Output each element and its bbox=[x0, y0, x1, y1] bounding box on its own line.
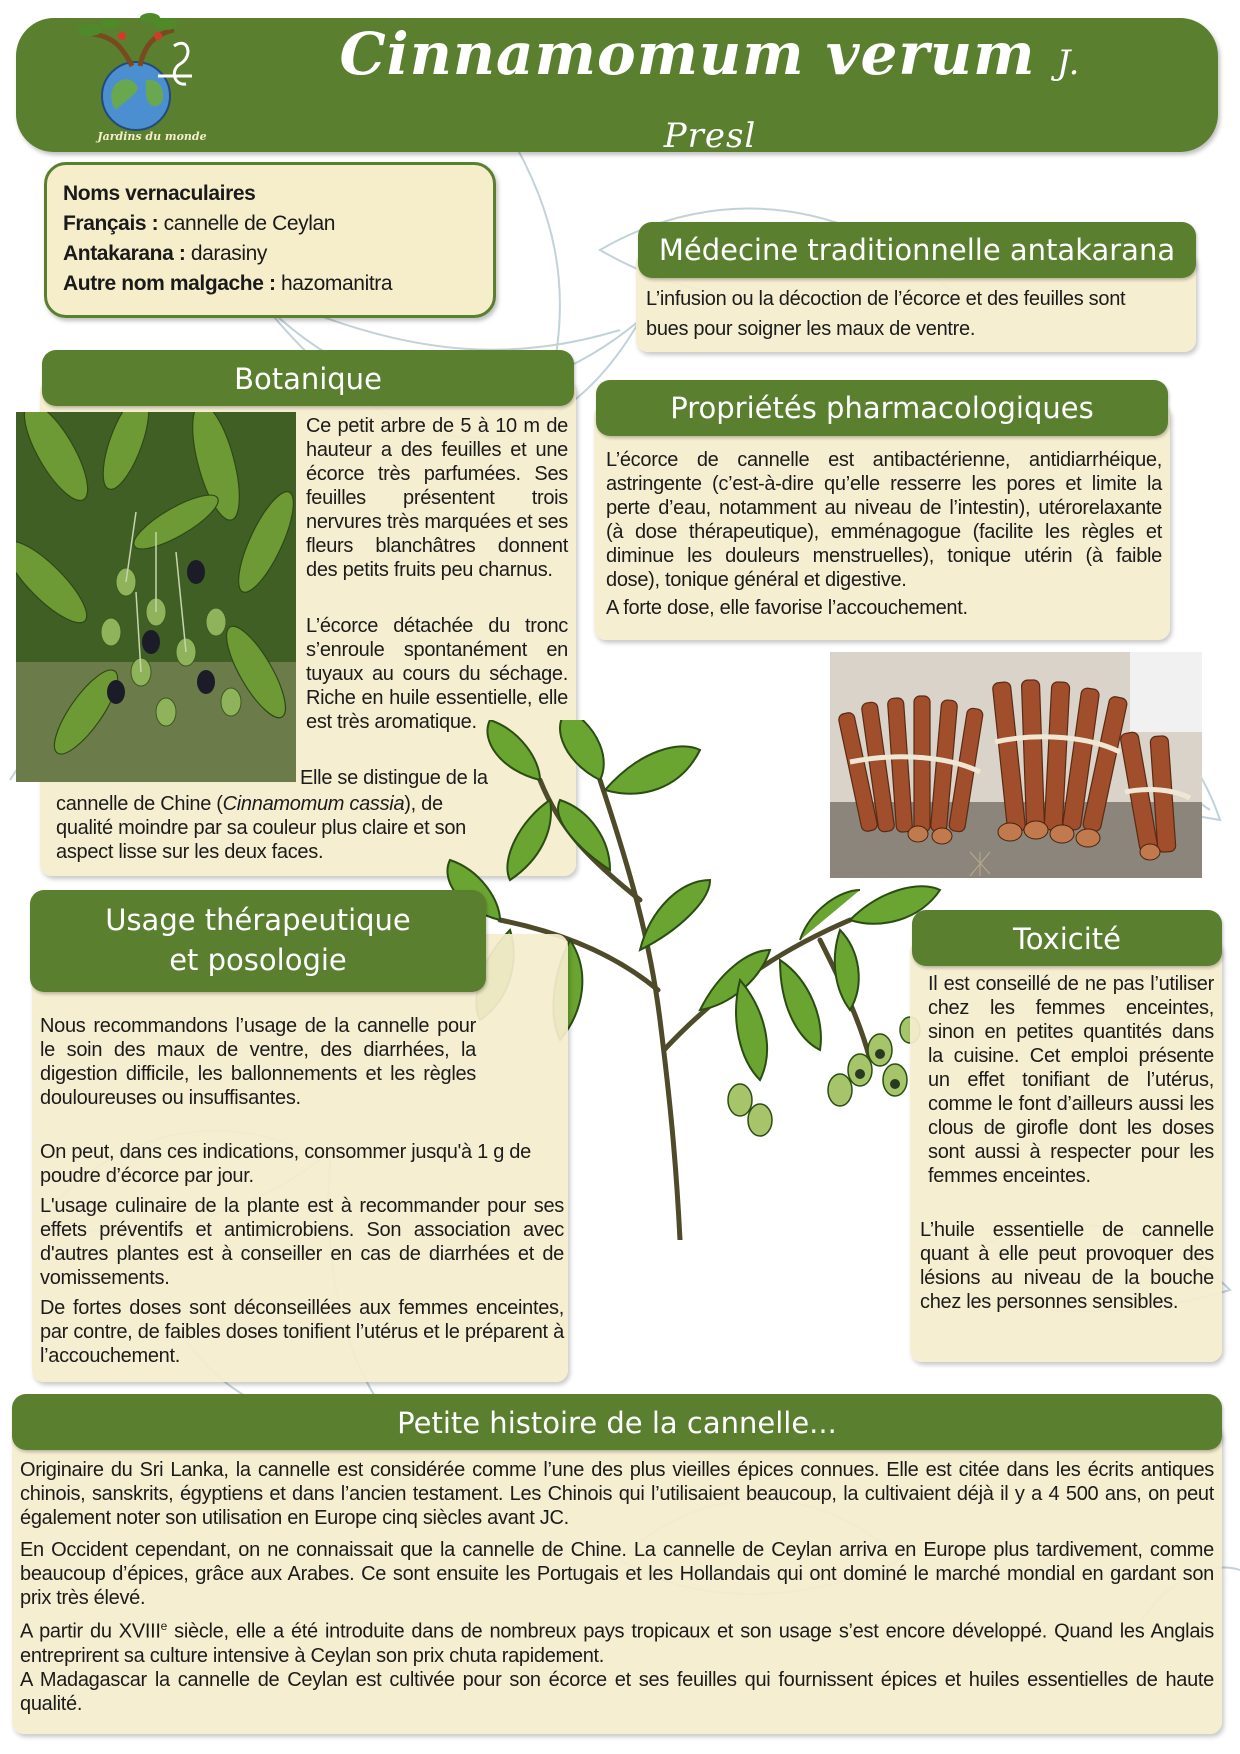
botanique-paragraph-2: L’écorce détachée du tronc s’enroule spontanément en tuyaux au cours du séchage. Riche en huile essentielle, elle est très aromatique. bbox=[306, 615, 568, 733]
histoire-paragraph-1: Originaire du Sri Lanka, la cannelle est considérée comme l’une des plus vieilles épices connues. Elle est citée dans les écrits antiques chinois, sanskrits, égyptiens et dans l’ancien testament. Les Chinois qui l’utilisaient beaucoup, la cultivaient déjà il y a 4 500 ans, on peut également noter son utilisation en Europe cinq siècles avant JC. bbox=[20, 1459, 1214, 1529]
toxicite-paragraph-2: L’huile essentielle de cannelle quant à elle peut provoquer des lésions au niveau de la bouche chez les personnes sensibles. bbox=[920, 1219, 1214, 1313]
histoire-paragraph-2: En Occident cependant, on ne connaissait que la cannelle de Chine. La cannelle de Ceylan arriva en Europe plus tardivement, comme beaucoup d’épices, grâce aux Arabes. Ce sont ensuite les Portugais et les Hollandais qui ont dominé le marché mondial en gardant son prix très élevé. bbox=[20, 1539, 1214, 1609]
french-name: cannelle de Ceylan bbox=[163, 212, 336, 235]
usage-paragraph-3: L'usage culinaire de la plante est à recommander pour ses effets préventifs et antimicrobiens. Son association avec d'autres plantes est à conseiller en cas de diarrhées et de vomissements. bbox=[40, 1195, 564, 1289]
botanique-paragraph-3a: Elle se distingue de la bbox=[300, 767, 488, 789]
cinnamon-plant-photo bbox=[16, 412, 296, 782]
botanique-title: Botanique bbox=[42, 350, 574, 406]
usage-title-line-1: Usage thérapeutique bbox=[105, 903, 411, 937]
botanique-paragraph-1: Ce petit arbre de 5 à 10 m de hauteur a des feuilles et une écorce très parfumées. Ses feuilles présentent trois nervures très marquées et ses fleurs blanchâtres donnent des petits fruits peu charnus. bbox=[306, 415, 568, 581]
usage-paragraph-2: On peut, dans ces indications, consommer jusqu'à 1 g de poudre d’écorce par jour. bbox=[40, 1141, 531, 1187]
species-author: J. Presl bbox=[663, 43, 1081, 156]
antakarana-name: darasiny bbox=[190, 242, 268, 265]
botanique-p3-italic: Cinnamomum cassia bbox=[222, 793, 405, 815]
usage-title bbox=[30, 890, 486, 992]
histoire-paragraph-3 bbox=[20, 1614, 1214, 1668]
histoire-p3-post: siècle, elle a été introduite dans de nombreux pays tropicaux et son usage s’est encore développé. Quand les Anglais entreprirent sa culture intensive à Ceylan son prix chuta rapidement. bbox=[20, 1620, 1214, 1667]
globe-logo-icon bbox=[62, 6, 212, 146]
malagasy-label: Autre nom malgache : bbox=[63, 272, 276, 295]
vernacular-names-box bbox=[44, 162, 496, 318]
histoire-paragraph-4: A Madagascar la cannelle de Ceylan est cultivée pour son écorce et ses feuilles qui fournissent épices et huiles essentielles de haute qualité. bbox=[20, 1669, 1214, 1715]
usage-paragraph-4: De fortes doses sont déconseillées aux femmes enceintes, par contre, de faibles doses tonifient l’utérus et le préparent à l’accouchement. bbox=[40, 1297, 564, 1367]
french-label: Français : bbox=[63, 212, 159, 235]
botanique-p3-pre: cannelle de Chine ( bbox=[56, 793, 223, 815]
histoire-p3-pre: A partir du XVIII bbox=[20, 1620, 161, 1643]
malagasy-name: hazomanitra bbox=[280, 272, 393, 295]
toxicite-title: Toxicité bbox=[912, 910, 1222, 966]
usage-paragraph-1: Nous recommandons l’usage de la cannelle pour le soin des maux de ventre, des diarrhées, la digestion difficile, les ballonnements et les règles douloureuses ou insuffisantes. bbox=[40, 1015, 476, 1109]
pharmaco-paragraph-1: L’écorce de cannelle est antibactérienne, antidiarrhéique, astringente (c’est-à-dire qu’elle resserre les pores et limite la perte d’eau, notamment au niveau de l’intestin), utérorelaxante (à dose thérapeutique), emménagogue (facilite les règles et diminue les douleurs menstruelles), tonique utérin (à faible dose), tonique général et digestive. bbox=[606, 449, 1162, 591]
pharmaco-title: Propriétés pharmacologiques bbox=[596, 380, 1168, 436]
pharmaco-paragraph-2: A forte dose, elle favorise l’accouchement. bbox=[606, 597, 968, 619]
logo-caption: Jardins du monde bbox=[97, 130, 207, 143]
species-name bbox=[300, 22, 1120, 168]
medecine-title: Médecine traditionnelle antakarana bbox=[638, 222, 1196, 278]
histoire-p3-sup: e bbox=[160, 1619, 168, 1633]
histoire-title: Petite histoire de la cannelle... bbox=[12, 1394, 1222, 1450]
species-title: Cinnamomum verum bbox=[339, 20, 1036, 88]
family-name: Lauraceae bbox=[574, 169, 716, 202]
botanique-paragraph-3b bbox=[56, 792, 496, 864]
usage-title-line-2: et posologie bbox=[169, 943, 347, 977]
toxicite-paragraph-1: Il est conseillé de ne pas l’utiliser chez les femmes enceintes, sinon en petites quantités dans la cuisine. Cet emploi présente un effet tonifiant de l’utérus, comme le font d’ailleurs aussi les clous de girofle dont les doses sont aussi à respecter pour les femmes enceintes. bbox=[928, 973, 1214, 1187]
vernacular-heading: Noms vernaculaires bbox=[63, 182, 256, 205]
antakarana-label: Antakarana : bbox=[63, 242, 186, 265]
botanique-p3-post: ), de qualité moindre par sa couleur plus claire et son aspect lisse sur les deux faces. bbox=[56, 793, 466, 863]
medecine-text: L’infusion ou la décoction de l’écorce et des feuilles sont bues pour soigner les maux de ventre. bbox=[646, 288, 1126, 340]
